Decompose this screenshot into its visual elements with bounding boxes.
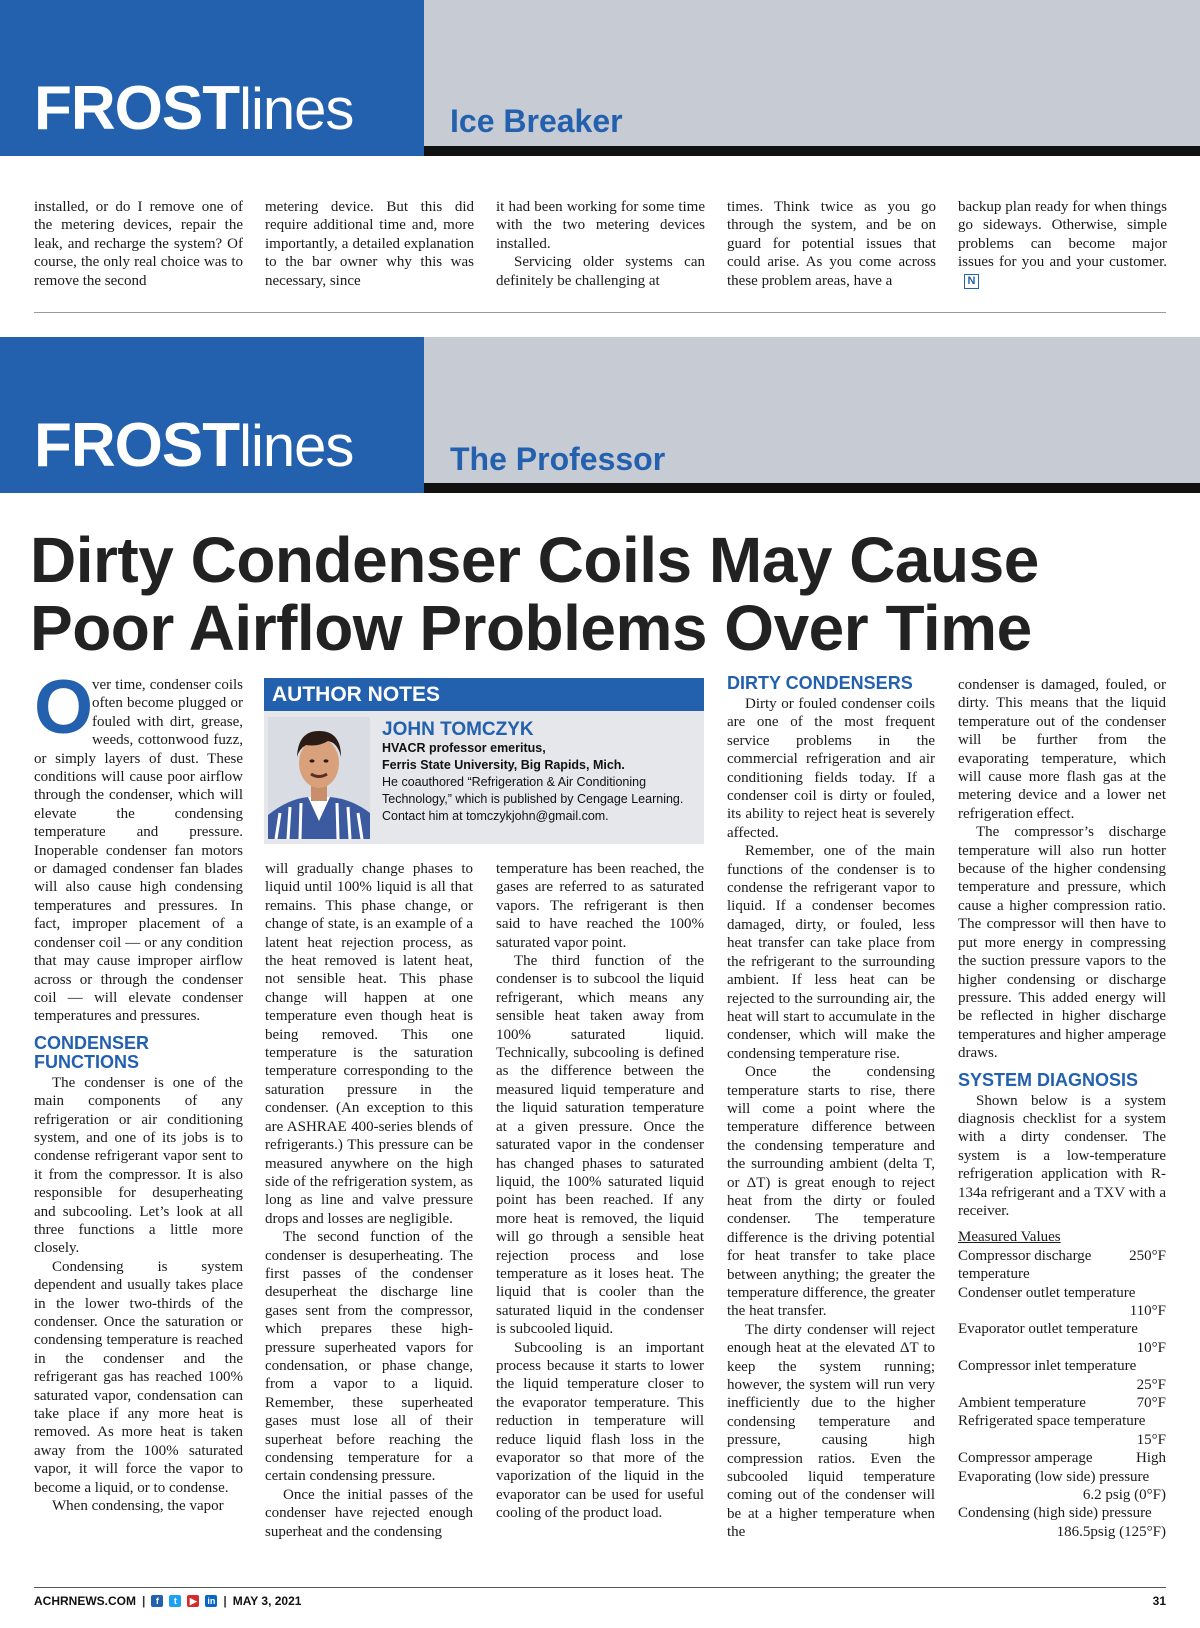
article-column-3: temperature has been reached, the gases are referred to as saturated vapors. The refrigerant is then said to have reached the 100% saturated vapor point. The third function of the condenser is to subcool the liquid refrigerant, which means any sensible heat taken away from 100% saturated liquid. Technically, subcooling is defined as the difference between the measured liquid temperature and the liquid saturation temperature at a given pressure. Once the saturated vapor in the condenser has changed phases to saturated liquid, the 100% saturated liquid point has been reached. If any more heat is removed, the liquid will go through a sensible heat rejection process and lose temperature as it loses heat. The liquid that is cooler than the saturated liquid in the condenser is subcooled liquid. Subcooling is an important process because it starts to lower the liquid temperature closer to the evaporator temperature. This reduction in temperature will reduce liquid flash loss in the evaporator so that more of the vaporization of the liquid in the evaporator can be used for useful cooling of the product load. [496,861,704,1522]
footer-site: ACHRNEWS.COM [34,1594,136,1608]
author-notes-box [264,678,704,844]
section-title: Ice Breaker [450,103,623,139]
measured-values-list [958,1247,1166,1542]
subhead-system-diagnosis: SYSTEM DIAGNOSIS [958,1069,1139,1090]
article-column-2: will gradually change phases to liquid until 100% liquid is all that remains. This phase change, or change of state, is an example of a latent heat rejection process, as the heat removed is latent heat, not sensible heat. This phase change will happen at one temperature even though heat is being removed. This one temperature is the saturation temperature corresponding to the saturation pressure in the condenser. (An exception to this are ASHRAE 400-series blends of refrigerants.) This pressure can be measured anywhere on the high side of the refrigeration system, as long as line and valve pressure drops and losses are negligible. The second function of the condenser is desuperheating. The first passes of the condenser desuperheat the discharge line gases sent from the compressor, which prepares these high-pressure superheated vapors for condensation, or phase change, from a vapor to a liquid. Remember, these superheated gases must lose all of their superheat before reaching the condensing temperature for a certain condensing pressure. Once the initial passes of the condenser have rejected enough superheat and the condensing [265,861,473,1540]
frostlines-banner-icebreaker [0,0,1200,156]
article-column-1: O ver time, condenser coils often become plugged or fouled with dirt, grease, weeds, cottonwood fuzz, or simply layers of dust. These conditions will cause poor airflow through the condenser, which will elevate the condensing temperature and pressure. Inoperable condenser fan motors or damaged condenser fan blades will also cause high condensing temperatures and pressures. In fact, improper placement of a condenser coil — or any condition that may cause improper airflow across or through the condenser coil — will elevate condenser temperatures and pressures. CONDENSER FUNCTIONS The condenser is one of the main components of any refrigeration or air conditioning system, and one of its jobs is to condense refrigerant vapor sent to it from the compressor. It is also responsible for desuperheating and subcooling. Let’s look at all three functions a little more closely. Condensing is system dependent and usually takes place in the lower two-thirds of the condenser. Once the saturation or condensing temperature is reached in the condenser and the refrigerant gas has reached 100% saturated vapor, condensation can take place if any more heat is removed. As more heat is taken away from the 100% saturated vapor, it will force the vapor to become a liquid, or to condense. When condensing, the vapor [34,665,243,1515]
footer-rule [34,1587,1166,1588]
measured-value-row [958,1284,1166,1321]
measured-value: 70°F [1136,1395,1166,1412]
author-photo [268,717,370,839]
banner-rule [424,146,1200,156]
frostlines-logo: FROSTlines [34,74,354,143]
continued-column-1: installed, or do I remove one of the metering devices, repair the leak, and recharge the system? Of course, the only real choice was to remove the second [34,199,243,289]
measured-value-label: Compressor inlet temperature [958,1358,1137,1375]
continued-column-4: times. Think twice as you go through the system, and be on guard for potential issues that could arise. As you come across these problem areas, have a [727,199,936,289]
author-name: JOHN TOMCZYK [382,719,534,740]
measured-value-row [958,1394,1166,1412]
continued-column-3: it had been working for some time with the two metering devices installed. Servicing older systems can definitely be challenging at [496,199,705,289]
linkedin-icon[interactable]: in [207,1596,216,1606]
subhead-condenser-functions: CONDENSER FUNCTIONS [34,1032,150,1072]
footer-separator: | [142,1594,146,1608]
author-affiliation: Ferris State University, Big Rapids, Mich. [382,758,625,772]
measured-value-row [958,1247,1166,1284]
measured-value-row [958,1449,1166,1467]
measured-value-row [958,1357,1166,1394]
measured-value: 186.5psig (125°F) [1056,1523,1166,1540]
continued-column-5: backup plan ready for when things go sideways. Otherwise, simple problems can become major issues for you and your customer.N [958,199,1167,287]
measured-value-label: Condenser outlet temperature [958,1284,1136,1301]
page-number: 31 [1152,1594,1166,1608]
measured-value-row [958,1504,1166,1541]
measured-value: 15°F [1136,1431,1166,1448]
measured-value: 250°F [1129,1247,1166,1264]
measured-value: 110°F [1129,1303,1166,1319]
article-intro: ver time, condenser coils often become plugged or fouled with dirt, grease, weeds, cottonwood fuzz, or simply layers of dust. These conditions will cause poor airflow through the condenser, which will elevate the condensing temperature and pressure. Inoperable condenser fan motors or damaged condenser fan blades will also cause high condensing temperatures and pressures. In fact, improper placement of a condenser coil — or any condition that may cause improper airflow across or through the condenser coil — will elevate condenser temperatures and pressures. [34,677,243,1025]
continued-column-2: metering device. But this did require additional time and, more importantly, a detailed explanation to the bar owner why this was necessary, since [265,199,474,289]
measured-value-label: Compressor amperage [958,1450,1093,1467]
subhead-dirty-condensers: DIRTY CONDENSERS [727,673,913,693]
article-headline: Dirty Condenser Coils May Cause Poor Airflow Problems Over Time [30,524,1039,664]
measured-values-title: Measured Values [958,1229,1061,1246]
frostlines-banner-professor [0,337,1200,493]
measured-value-row [958,1468,1166,1505]
drop-cap: O [34,665,94,750]
measured-value-label: Condensing (high side) pressure [958,1505,1152,1522]
article-column-5: condenser is damaged, fouled, or dirty. This means that the liquid temperature out of the condenser will be further from the evaporating temperature, which will cause more flash gas at the metering device and a lower net refrigeration effect. The compressor’s discharge temperature will also run hotter because of the higher condensing temperature and pressure, which cause a higher compression ratio. The compressor will then have to put more energy in compressing the suction pressure vapors to the higher condensing or discharge pressure. This added energy will be reflected in higher discharge temperatures and higher amperage draws. SYSTEM DIAGNOSIS Shown below is a system diagnosis checklist for a system with a dirty condenser. The system is a low-temperature refrigeration application with R-134a refrigerant and a TXV with a receiver. Measured Values Compressor discharge temperature 250°F Condenser outlet temperature 110°F Evaporator outlet temperature 10°F Compressor inlet temperature 25°F Ambient temperature 70°F Refrigerated space temperature 15°F Compressor amperage High Evaporating (low side) pressure 6.2 psig (0°F) Condensing (high side) pressure 186.5psig (125°F) [958,677,1166,1540]
author-info [382,720,698,825]
article-column-4: DIRTY CONDENSERS Dirty or fouled condenser coils are one of the most frequent service problems in the commercial refrigeration and air conditioning fields today. If a condenser coil is dirty or fouled, its ability to reject heat is severely affected. Remember, one of the main functions of the condenser is to condense the refrigerant vapor to liquid. If a condenser becomes damaged, dirty, or fouled, less heat transfer can take place from the refrigerant to the surrounding ambient. If less heat can be rejected to the surrounding air, the heat will start to accumulate in the condenser, which will make the condensing temperature rise. Once the condensing temperature starts to rise, there will come a point where the temperature difference between the condensing temperature and the surrounding ambient (delta T, or ΔT) is great enough to reject heat from the dirty or fouled condenser. The temperature difference is the driving potential for heat transfer to take place between anything; the greater the temperature difference, the greater the heat transfer. The dirty condenser will reject enough heat at the elevated ΔT to keep the system running; however, the system will run very inefficiently due to the higher condensing temperature and pressure, causing high compression ratios. Even the subcooled liquid temperature coming out of the condenser will be at a higher temperature when the [727,673,935,1541]
measured-value: 25°F [1136,1376,1166,1393]
twitter-icon[interactable]: t [169,1595,181,1607]
measured-value-label: Evaporator outlet temperature [958,1321,1138,1338]
footer-separator: | [223,1594,227,1608]
measured-value-label: Compressor discharge temperature [958,1247,1092,1283]
measured-value: 6.2 psig (0°F) [1082,1487,1166,1504]
measured-value-row [958,1320,1166,1357]
frostlines-logo: FROSTlines [34,411,354,480]
section-divider [34,312,1166,313]
measured-value-row [958,1412,1166,1449]
facebook-icon[interactable]: f [151,1595,163,1607]
footer-date: MAY 3, 2021 [232,1594,302,1608]
banner-rule [424,483,1200,493]
author-notes-header: AUTHOR NOTES [264,678,704,711]
author-description: He coauthored “Refrigeration & Air Conditioning Technology,” which is published by Cengage Learning. Contact him at tomczykjohn@gmail.com. [382,775,684,823]
page-footer [34,1594,1166,1610]
section-title: The Professor [450,441,666,477]
measured-value: 10°F [1136,1339,1166,1356]
measured-value-label: Evaporating (low side) pressure [958,1468,1150,1485]
end-of-article-mark: N [964,274,979,289]
author-title: HVACR professor emeritus, [382,741,546,755]
measured-value: High [1136,1450,1166,1467]
youtube-icon[interactable]: ▶ [187,1595,199,1607]
measured-value-label: Ambient temperature [958,1395,1086,1412]
measured-value-label: Refrigerated space temperature [958,1413,1146,1430]
